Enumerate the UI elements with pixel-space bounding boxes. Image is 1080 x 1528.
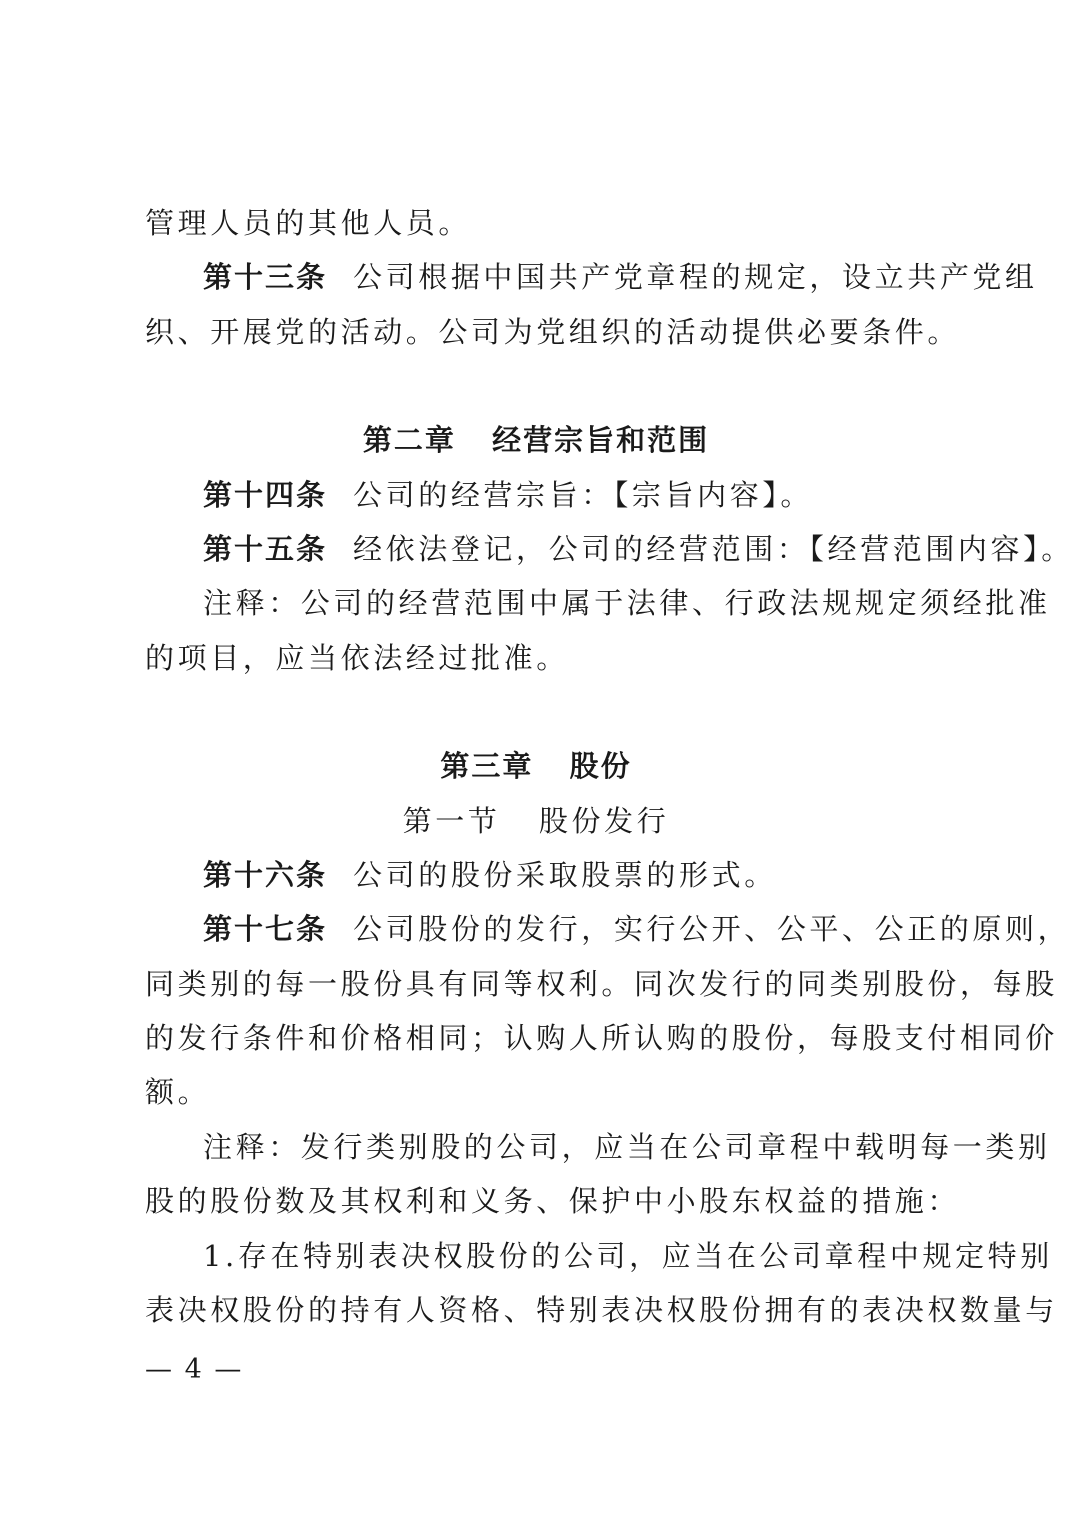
- article-15: [145, 522, 1074, 576]
- article-label: 第十七条: [203, 912, 328, 947]
- paragraph-line: 额。: [145, 1075, 211, 1110]
- article-16: [145, 848, 927, 902]
- chapter-heading: 第三章 股份: [440, 749, 632, 784]
- paragraph-line: 的发行条件和价格相同；认购人所认购的股份，每股支付相同价: [145, 1021, 1058, 1056]
- paragraph-line: 的项目，应当依法经过批准。: [145, 640, 569, 675]
- article-17: [145, 902, 1071, 956]
- article-text: 经依法登记，公司的经营范围：【经营范围内容】。: [353, 531, 1074, 566]
- article-label: 第十四条: [203, 477, 328, 512]
- paragraph-line: 管理人员的其他人员。: [145, 206, 472, 240]
- paragraph-line: 同类别的每一股份具有同等权利。同次发行的同类别股份，每股: [145, 966, 1058, 1001]
- paragraph-line: 表决权股份的持有人资格、特别表决权股份拥有的表决权数量与: [145, 1293, 1058, 1328]
- list-item: 1.存在特别表决权股份的公司，应当在公司章程中规定特别: [203, 1238, 1053, 1273]
- page-number: — 4 —: [145, 1354, 244, 1385]
- note-paragraph: 注释：发行类别股的公司，应当在公司章程中载明每一类别: [203, 1129, 1051, 1164]
- note-paragraph: 注释：公司的经营范围中属于法律、行政法规规定须经批准: [203, 586, 1051, 621]
- article-text: 公司股份的发行，实行公开、公平、公正的原则，: [353, 912, 1071, 947]
- article-text: 公司的股份采取股票的形式。: [353, 857, 777, 892]
- article-text: 公司根据中国共产党章程的规定，设立共产党组: [353, 260, 1038, 295]
- paragraph-line: 织、开展党的活动。公司为党组织的活动提供必要条件。: [145, 314, 961, 349]
- document-body: [145, 196, 1074, 1337]
- article-label: 第十五条: [203, 531, 328, 566]
- chapter-heading: 第二章 经营宗旨和范围: [362, 423, 710, 458]
- article-14: [145, 468, 927, 522]
- article-text: 公司的经营宗旨：【宗旨内容】。: [353, 477, 814, 512]
- article-13: [145, 250, 1038, 304]
- section-heading: 第一节 股份发行: [402, 803, 670, 838]
- paragraph-line: 股的股份数及其权利和义务、保护中小股东权益的措施：: [145, 1184, 961, 1219]
- article-label: 第十三条: [203, 260, 328, 295]
- article-label: 第十六条: [203, 857, 328, 892]
